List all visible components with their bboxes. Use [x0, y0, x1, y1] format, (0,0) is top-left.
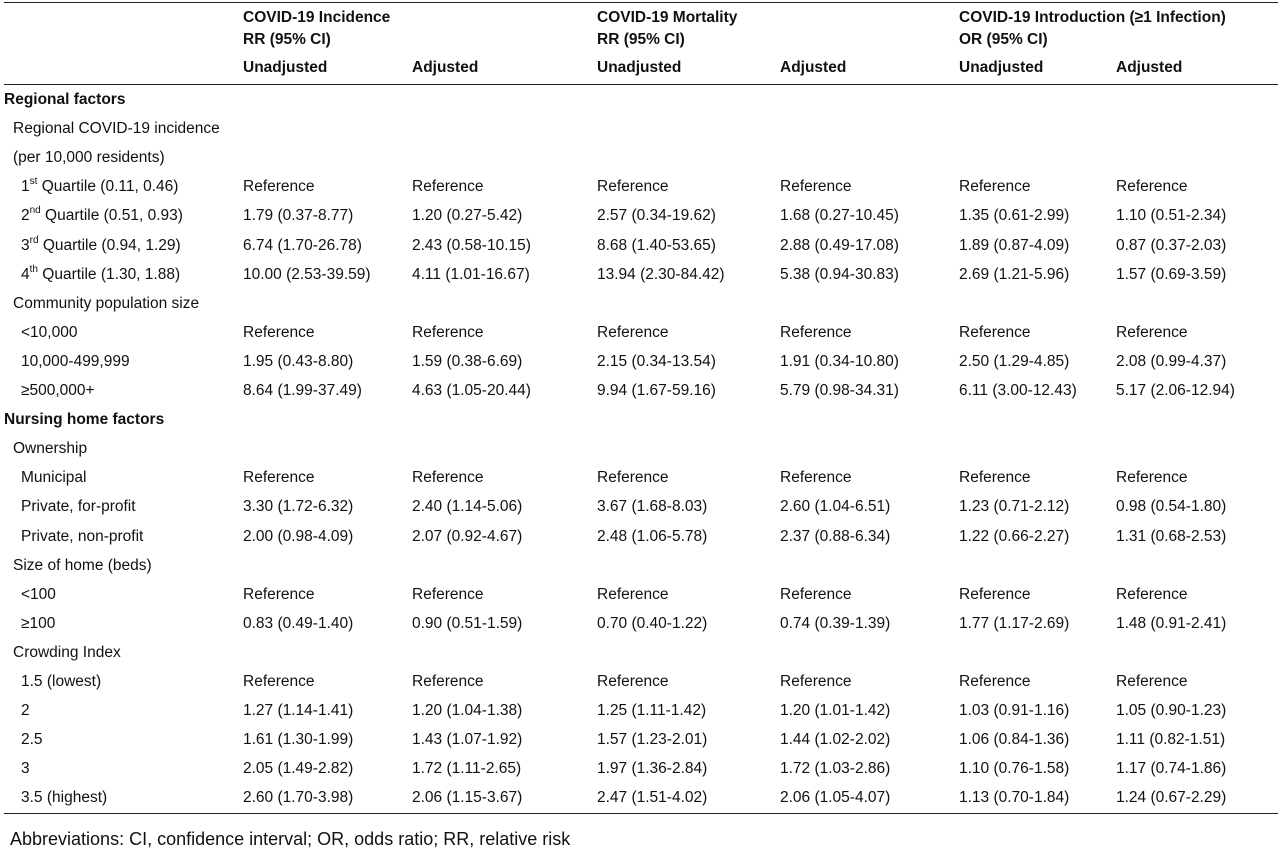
row-label: <100 — [21, 586, 56, 603]
subheader-mortality-unadjusted: Unadjusted — [597, 59, 682, 76]
table-cell: 4.63 (1.05-20.44) — [412, 382, 531, 399]
table-cell: Reference — [243, 673, 315, 690]
row-label — [21, 175, 179, 196]
row-group-label: Crowding Index — [13, 644, 121, 661]
subheader-incidence-adjusted: Adjusted — [412, 59, 479, 76]
table-cell: 1.20 (0.27-5.42) — [412, 207, 523, 224]
table-cell: 2.37 (0.88-6.34) — [780, 528, 891, 545]
ordinal-suffix: st — [29, 175, 38, 187]
table-cell: 5.17 (2.06-12.94) — [1116, 382, 1235, 399]
quartile-range: Quartile (0.51, 0.93) — [40, 207, 183, 224]
table-cell: 1.72 (1.03-2.86) — [780, 760, 891, 777]
table-cell: Reference — [1116, 673, 1188, 690]
table-cell: 2.08 (0.99-4.37) — [1116, 353, 1227, 370]
ordinal-number: 3 — [21, 237, 30, 254]
table-cell: Reference — [597, 469, 669, 486]
table-cell: 6.11 (3.00-12.43) — [959, 382, 1077, 399]
table-cell: 1.43 (1.07-1.92) — [412, 731, 523, 748]
table-cell: Reference — [780, 586, 852, 603]
table-cell: Reference — [959, 178, 1031, 195]
table-cell: Reference — [412, 324, 484, 341]
table-cell: 0.90 (0.51-1.59) — [412, 615, 523, 632]
table-cell: 2.47 (1.51-4.02) — [597, 789, 708, 806]
ordinal-number: 4 — [21, 266, 30, 283]
table-cell: 1.25 (1.11-1.42) — [597, 702, 707, 719]
table-cell: 1.79 (0.37-8.77) — [243, 207, 354, 224]
table-cell: 1.20 (1.04-1.38) — [412, 702, 523, 719]
row-label: Private, for-profit — [21, 498, 136, 515]
table-cell: Reference — [597, 178, 669, 195]
table-cell: 1.10 (0.76-1.58) — [959, 760, 1070, 777]
ordinal-number: 2 — [21, 207, 30, 224]
table-cell: 2.69 (1.21-5.96) — [959, 266, 1070, 283]
table-cell: 0.83 (0.49-1.40) — [243, 615, 354, 632]
table-cell: 1.10 (0.51-2.34) — [1116, 207, 1227, 224]
table-cell: Reference — [1116, 324, 1188, 341]
table-cell: 5.79 (0.98-34.31) — [780, 382, 899, 399]
table-cell: 1.06 (0.84-1.36) — [959, 731, 1070, 748]
header-introduction-measure: OR (95% CI) — [959, 31, 1048, 48]
table-cell: Reference — [1116, 469, 1188, 486]
ordinal-suffix: rd — [29, 234, 39, 246]
row-label: Private, non-profit — [21, 528, 144, 545]
row-label: ≥100 — [21, 615, 56, 632]
table-cell: 1.31 (0.68-2.53) — [1116, 528, 1227, 545]
table-cell: 1.95 (0.43-8.80) — [243, 353, 354, 370]
table-cell: Reference — [243, 469, 315, 486]
table-cell: 1.91 (0.34-10.80) — [780, 353, 899, 370]
row-label: 3.5 (highest) — [21, 789, 108, 806]
table-cell: 1.44 (1.02-2.02) — [780, 731, 891, 748]
table-cell: 0.98 (0.54-1.80) — [1116, 498, 1227, 515]
table-cell: Reference — [780, 178, 852, 195]
table-cell: 1.20 (1.01-1.42) — [780, 702, 891, 719]
row-group-label: Ownership — [13, 440, 88, 457]
table-cell: Reference — [597, 673, 669, 690]
row-group-label: (per 10,000 residents) — [13, 149, 165, 166]
table-cell: 1.13 (0.70-1.84) — [959, 789, 1070, 806]
table-cell: 0.74 (0.39-1.39) — [780, 615, 891, 632]
table-cell: 2.48 (1.06-5.78) — [597, 528, 708, 545]
table-cell: 2.88 (0.49-17.08) — [780, 237, 899, 254]
table-cell: 1.77 (1.17-2.69) — [959, 615, 1070, 632]
table-cell: Reference — [243, 178, 315, 195]
subheader-introduction-adjusted: Adjusted — [1116, 59, 1183, 76]
table-cell: 2.57 (0.34-19.62) — [597, 207, 716, 224]
table-cell: Reference — [243, 324, 315, 341]
table-cell: 1.89 (0.87-4.09) — [959, 237, 1070, 254]
section-heading: Regional factors — [4, 91, 126, 108]
table-cell: 9.94 (1.67-59.16) — [597, 382, 716, 399]
table-cell: 1.17 (0.74-1.86) — [1116, 760, 1227, 777]
header-rule — [4, 84, 1278, 85]
table-cell: 1.03 (0.91-1.16) — [959, 702, 1070, 719]
header-mortality-title: COVID-19 Mortality — [597, 9, 738, 26]
table-cell: Reference — [412, 673, 484, 690]
ordinal-suffix: th — [29, 263, 38, 275]
table-cell: Reference — [780, 673, 852, 690]
row-group-label: Size of home (beds) — [13, 557, 152, 574]
row-label: <10,000 — [21, 324, 78, 341]
row-label: 1.5 (lowest) — [21, 673, 102, 690]
row-label: 2 — [21, 702, 30, 719]
table-cell: 1.35 (0.61-2.99) — [959, 207, 1070, 224]
row-label — [21, 234, 181, 255]
table-cell: 1.48 (0.91-2.41) — [1116, 615, 1227, 632]
row-group-label: Community population size — [13, 295, 200, 312]
table-cell: Reference — [597, 324, 669, 341]
table-cell: 2.60 (1.04-6.51) — [780, 498, 891, 515]
table-cell: 1.68 (0.27-10.45) — [780, 207, 899, 224]
footnote: Abbreviations: CI, confidence interval; OR, odds ratio; RR, relative risk — [10, 829, 571, 849]
table-cell: 2.07 (0.92-4.67) — [412, 528, 523, 545]
table-cell: 2.06 (1.05-4.07) — [780, 789, 891, 806]
quartile-range: Quartile (0.11, 0.46) — [37, 178, 179, 195]
table-cell: 1.61 (1.30-1.99) — [243, 731, 354, 748]
table-cell: Reference — [959, 673, 1031, 690]
table-cell: 1.72 (1.11-2.65) — [412, 760, 522, 777]
table-cell: Reference — [412, 586, 484, 603]
table-cell: 1.57 (1.23-2.01) — [597, 731, 708, 748]
header-mortality-measure: RR (95% CI) — [597, 31, 685, 48]
table-cell: Reference — [412, 469, 484, 486]
table-cell: Reference — [959, 469, 1031, 486]
table-cell: 1.23 (0.71-2.12) — [959, 498, 1070, 515]
table-cell: Reference — [959, 586, 1031, 603]
row-label: 3 — [21, 760, 30, 777]
table-cell: 1.11 (0.82-1.51) — [1116, 731, 1226, 748]
table-cell: Reference — [780, 469, 852, 486]
table-cell: 2.50 (1.29-4.85) — [959, 353, 1070, 370]
table-cell: 3.67 (1.68-8.03) — [597, 498, 708, 515]
quartile-range: Quartile (0.94, 1.29) — [38, 237, 181, 254]
table-cell: 10.00 (2.53-39.59) — [243, 266, 371, 283]
table-cell: 1.57 (0.69-3.59) — [1116, 266, 1227, 283]
subheader-introduction-unadjusted: Unadjusted — [959, 59, 1044, 76]
table-cell: 8.64 (1.99-37.49) — [243, 382, 362, 399]
table-cell: Reference — [1116, 586, 1188, 603]
table-cell: Reference — [597, 586, 669, 603]
header-incidence-title: COVID-19 Incidence — [243, 9, 391, 26]
ordinal-suffix: nd — [29, 204, 41, 216]
table-cell: 1.27 (1.14-1.41) — [243, 702, 354, 719]
table-cell: 0.70 (0.40-1.22) — [597, 615, 708, 632]
table-cell: Reference — [243, 586, 315, 603]
table-cell: 1.59 (0.38-6.69) — [412, 353, 523, 370]
row-label: ≥500,000+ — [21, 382, 95, 399]
table-cell: 2.00 (0.98-4.09) — [243, 528, 354, 545]
table-cell: 1.24 (0.67-2.29) — [1116, 789, 1227, 806]
table-cell: 1.05 (0.90-1.23) — [1116, 702, 1227, 719]
subheader-mortality-adjusted: Adjusted — [780, 59, 847, 76]
table-cell: Reference — [780, 324, 852, 341]
table-cell: 0.87 (0.37-2.03) — [1116, 237, 1227, 254]
table-cell: 1.22 (0.66-2.27) — [959, 528, 1070, 545]
top-rule — [4, 2, 1278, 3]
table-cell: 2.60 (1.70-3.98) — [243, 789, 354, 806]
table-cell: 8.68 (1.40-53.65) — [597, 237, 716, 254]
row-label — [21, 204, 183, 225]
row-label: Municipal — [21, 469, 87, 486]
table-cell: 2.05 (1.49-2.82) — [243, 760, 354, 777]
row-label: 2.5 — [21, 731, 43, 748]
header-incidence-measure: RR (95% CI) — [243, 31, 331, 48]
row-label: 10,000-499,999 — [21, 353, 130, 370]
table-cell: 3.30 (1.72-6.32) — [243, 498, 354, 515]
bottom-rule — [4, 813, 1278, 814]
table-cell: 2.06 (1.15-3.67) — [412, 789, 523, 806]
ordinal-number: 1 — [21, 178, 30, 195]
header-introduction-title: COVID-19 Introduction (≥1 Infection) — [959, 9, 1226, 26]
table-cell: Reference — [412, 178, 484, 195]
subheader-incidence-unadjusted: Unadjusted — [243, 59, 328, 76]
table-cell: 1.97 (1.36-2.84) — [597, 760, 708, 777]
table-cell: Reference — [1116, 178, 1188, 195]
table-cell: 6.74 (1.70-26.78) — [243, 237, 362, 254]
row-label — [21, 263, 181, 284]
section-heading: Nursing home factors — [4, 411, 165, 428]
quartile-range: Quartile (1.30, 1.88) — [37, 266, 181, 283]
table-cell: 2.15 (0.34-13.54) — [597, 353, 716, 370]
table-cell: 2.40 (1.14-5.06) — [412, 498, 523, 515]
table-cell: 13.94 (2.30-84.42) — [597, 266, 725, 283]
row-group-label: Regional COVID-19 incidence — [13, 120, 220, 137]
table-cell: 5.38 (0.94-30.83) — [780, 266, 899, 283]
table-cell: 4.11 (1.01-16.67) — [412, 266, 530, 283]
table-cell: Reference — [959, 324, 1031, 341]
table-cell: 2.43 (0.58-10.15) — [412, 237, 531, 254]
